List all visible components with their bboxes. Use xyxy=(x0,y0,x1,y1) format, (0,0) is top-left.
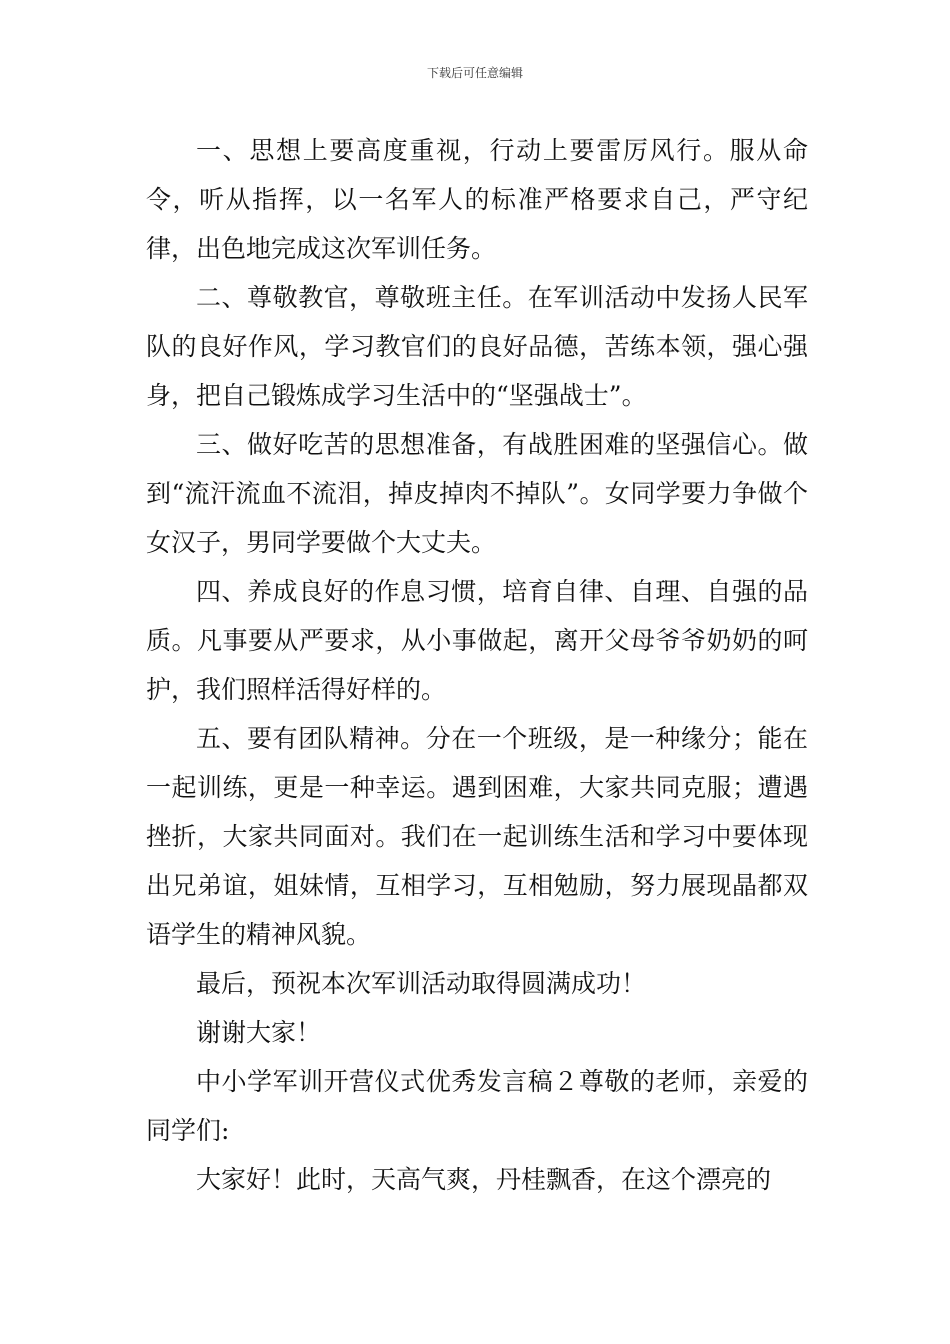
paragraph-closing-wish: 最后，预祝本次军训活动取得圆满成功！ xyxy=(196,969,647,998)
page-header-note: 下载后可任意编辑 xyxy=(426,66,523,80)
paragraph-3: 三、做好吃苦的思想准备，有战胜困难的坚强信心。做到“流汗流血不流泪，掉皮掉肉不掉队”。女同学要力争做个女汉子，男同学要做个大丈夫。 xyxy=(146,430,808,557)
paragraph-speech-2-title: 中小学军训开营仪式优秀发言稿２尊敬的老师，亲爱的同学们: xyxy=(146,1067,808,1145)
document-body xyxy=(146,126,808,1204)
paragraph-thanks: 谢谢大家！ xyxy=(196,1018,322,1047)
paragraph-1: 一、思想上要高度重视，行动上要雷厉风行。服从命令，听从指挥，以一名军人的标准严格要求自己，严守纪律，出色地完成这次军训任务。 xyxy=(146,136,808,263)
paragraph-2: 二、尊敬教官，尊敬班主任。在军训活动中发扬人民军队的良好作风，学习教官们的良好品德，苦练本领，强心强身，把自己锻炼成学习生活中的“坚强战士”。 xyxy=(146,283,808,410)
paragraph-4: 四、养成良好的作息习惯，培育自律、自理、自强的品质。凡事要从严要求，从小事做起，离开父母爷爷奶奶的呵护，我们照样活得好样的。 xyxy=(146,577,808,704)
paragraph-speech-2-opening: 大家好！此时，天高气爽，丹桂飘香，在这个漂亮的 xyxy=(196,1165,772,1194)
paragraph-5: 五、要有团队精神。分在一个班级，是一种缘分；能在一起训练，更是一种幸运。遇到困难，大家共同克服；遭遇挫折，大家共同面对。我们在一起训练生活和学习中要体现出兄弟谊，姐妹情，互相学习，互相勉励，努力展现晶都双语学生的精神风貌。 xyxy=(146,724,808,949)
